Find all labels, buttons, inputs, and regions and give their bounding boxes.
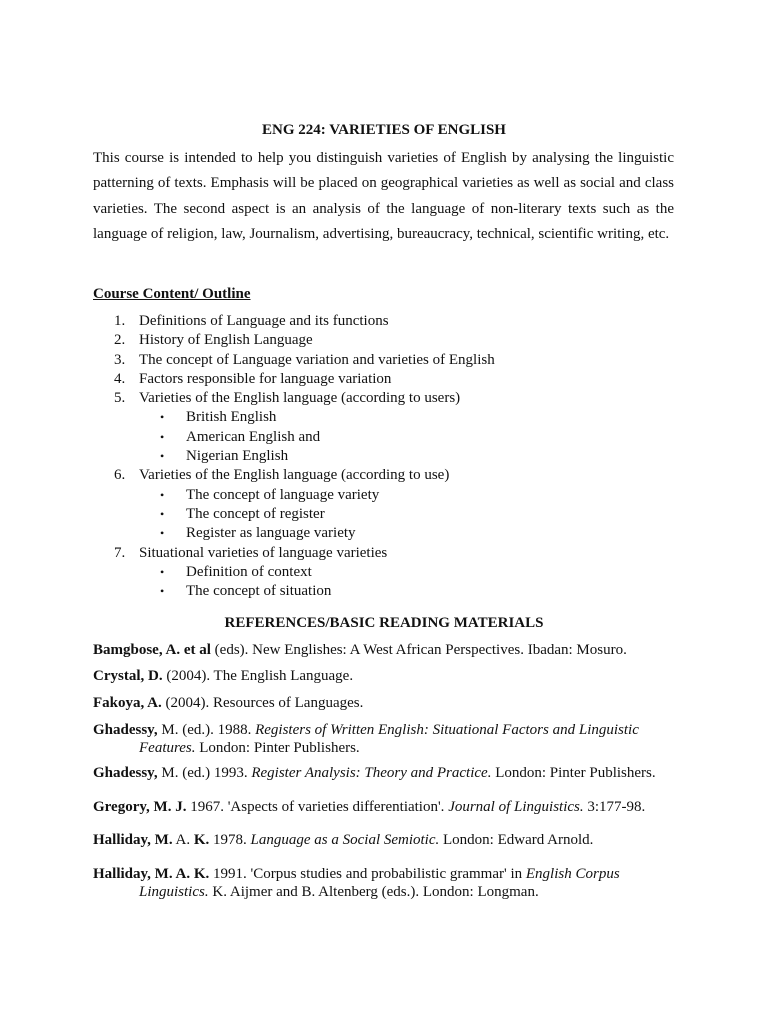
bullet-icon: • <box>160 429 165 444</box>
reference-title: Linguistics. <box>139 883 209 900</box>
reference-author: Halliday, M. A. K. <box>93 866 210 882</box>
outline-number: 1. <box>114 313 126 329</box>
outline-subtext: Definition of context <box>186 563 312 580</box>
bullet-icon: • <box>160 564 165 579</box>
reference-entry <box>93 695 693 713</box>
reference-title: Registers of Written English: Situational Factors and Linguistic <box>255 722 639 738</box>
reference-details: M. (ed.) 1993. <box>157 765 252 781</box>
outline-text: History of English Language <box>139 332 313 349</box>
reference-details: M. (ed.). 1988. <box>157 722 256 738</box>
outline-subitem <box>0 408 768 427</box>
outline-text: Factors responsible for language variation <box>139 370 392 387</box>
outline-item <box>0 544 768 563</box>
reference-title: Register Analysis: Theory and Practice. <box>251 765 492 781</box>
reference-author: Fakoya, A. <box>93 695 162 711</box>
reference-details: London: Pinter Publishers. <box>195 739 360 756</box>
reference-details: 3:177-98. <box>583 799 646 815</box>
outline-number: 5. <box>114 390 126 407</box>
outline-subtext: The concept of register <box>186 505 325 522</box>
outline-text: The concept of Language variation and varieties of English <box>139 351 495 368</box>
outline-text: Varieties of the English language (according to users) <box>139 390 461 407</box>
reference-entry <box>93 866 693 901</box>
outline-subtext: British English <box>186 409 277 426</box>
reference-author: Ghadessy, <box>93 722 158 738</box>
outline-subitem <box>0 505 768 524</box>
reference-author: Gregory, M. J. <box>93 799 187 815</box>
reference-details: K. Aijmer and B. Altenberg (eds.). London: Longman. <box>208 883 539 900</box>
reference-title: Journal of Linguistics. <box>448 799 584 815</box>
reference-author: Bamgbose, A. et al <box>93 642 211 658</box>
reference-entry <box>93 832 693 850</box>
bullet-icon: • <box>160 584 165 599</box>
reference-author: Halliday, M. <box>93 832 173 848</box>
outline-item <box>0 331 768 350</box>
course-content-heading: Course Content/ Outline <box>93 286 251 302</box>
bullet-icon: • <box>160 526 165 541</box>
outline-subtext: The concept of situation <box>186 583 332 600</box>
outline-subitem <box>0 582 768 601</box>
course-description: This course is intended to help you distinguish varieties of English by analysing the linguistic patterning of texts. Emphasis will be placed on geographical varieties as well as social and class varieties. The second aspect is an analysis of the language of non-literary texts such as the language of religion, law, Journalism, advertising, bureaucracy, technical, scientific writing, etc. <box>93 150 674 243</box>
reference-author: Ghadessy, <box>93 765 158 781</box>
reference-entry <box>93 799 693 817</box>
bullet-icon: • <box>160 506 165 521</box>
reference-details: (2004). Resources of Languages. <box>161 695 364 711</box>
outline-subitem <box>0 563 768 582</box>
outline-item <box>0 370 768 389</box>
bullet-icon: • <box>160 487 165 502</box>
page-title: ENG 224: VARIETIES OF ENGLISH <box>262 122 506 138</box>
course-outline-list <box>0 312 768 601</box>
outline-subtext: American English and <box>186 428 321 445</box>
reference-details: A. <box>172 832 194 848</box>
outline-subitem <box>0 486 768 505</box>
outline-item <box>0 351 768 370</box>
reference-entry <box>93 668 693 686</box>
outline-subitem <box>0 524 768 543</box>
references-heading: REFERENCES/BASIC READING MATERIALS <box>224 615 544 631</box>
outline-number: 6. <box>114 467 126 484</box>
outline-item <box>0 466 768 485</box>
reference-continuation <box>93 884 693 902</box>
outline-subtext: Nigerian English <box>186 448 289 465</box>
reference-author: Crystal, D. <box>93 668 163 684</box>
outline-text: Situational varieties of language varieties <box>139 544 388 561</box>
reference-details: 1991. 'Corpus studies and probabilistic grammar' in <box>209 866 526 882</box>
outline-subtext: Register as language variety <box>186 525 356 542</box>
outline-number: 2. <box>114 332 126 349</box>
reference-title: Language as a Social Semiotic. <box>250 832 440 848</box>
reference-details: London: Pinter Publishers. <box>491 765 656 781</box>
reference-entry <box>93 765 693 783</box>
outline-number: 3. <box>114 351 126 368</box>
bullet-icon: • <box>160 449 165 464</box>
outline-number: 4. <box>114 370 126 387</box>
reference-details: 1978. <box>209 832 251 848</box>
reference-continuation <box>93 740 693 758</box>
reference-details: London: Edward Arnold. <box>439 832 594 848</box>
reference-details: (2004). The English Language. <box>162 668 354 684</box>
outline-subitem <box>0 447 768 466</box>
outline-subitem <box>0 428 768 447</box>
outline-subtext: The concept of language variety <box>186 486 380 503</box>
bullet-icon: • <box>160 410 165 425</box>
reference-details: (eds). New Englishes: A West African Perspectives. Ibadan: Mosuro. <box>210 642 627 658</box>
reference-details: 1967. 'Aspects of varieties differentiation'. <box>186 799 449 815</box>
outline-item <box>0 389 768 408</box>
outline-number: 7. <box>114 544 126 561</box>
reference-title: Features. <box>139 739 196 756</box>
reference-title: English Corpus <box>525 866 620 882</box>
outline-item <box>0 312 768 331</box>
reference-author: K. <box>193 832 210 848</box>
reference-entry <box>93 722 693 757</box>
reference-entry <box>93 642 693 660</box>
outline-text: Definitions of Language and its functions <box>139 313 389 329</box>
outline-text: Varieties of the English language (according to use) <box>139 467 450 484</box>
